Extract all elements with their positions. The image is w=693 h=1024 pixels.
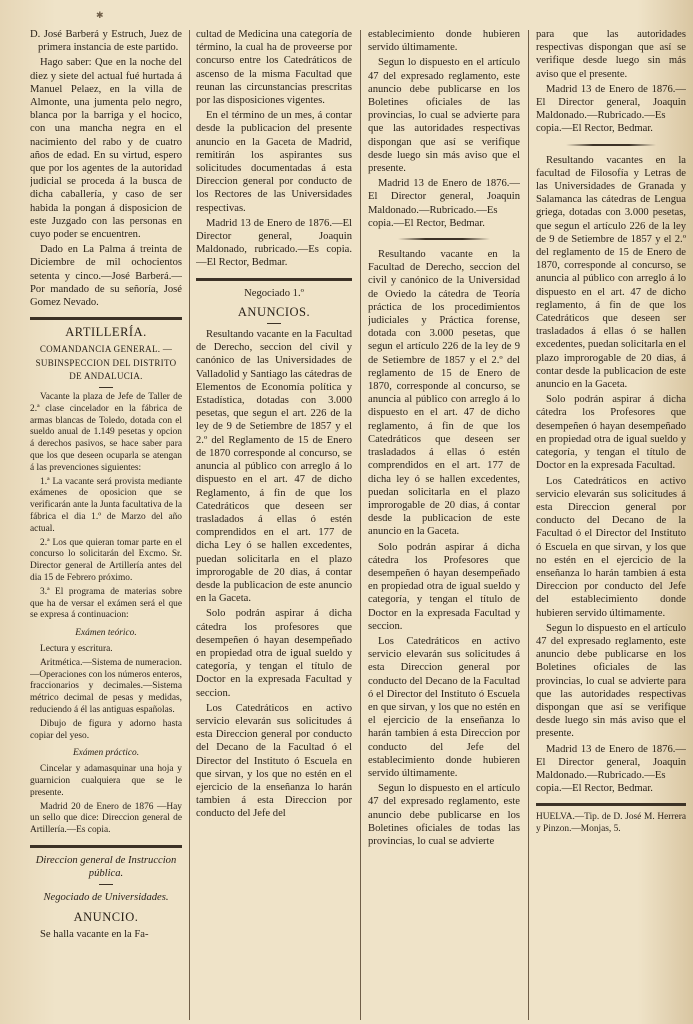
derecho-submission: Los Catedráticos en activo servicio elevarán sus solicitudes á esta Direccion general por conducto del Decano de la Facultad ó el Director del Instituto ó Escuela en que sirvan, y los que no estén en el ejercicio de la enseñanza lo harán tambien á esta Direccion por conducto del Jefe del xyxy=(196,702,352,820)
column-rule xyxy=(189,30,190,1020)
griega-vacancy: Resultando vacantes en la facultad de Filosofía y Letras de las Universidades de Granada y Salamanca las cátedras de Lengua griega, dotadas con 3.000 pesetas, que segun el artículo 226 de la ley de 9 de Setiembre de 1857 y el 2.º del reglamento de 15 de Enero de 1870, corresponde al concurso, se anuncia al público con arreglo á lo dispuesto en el art. 47 de dicho reglamento, á fin de que los Catedráticos que deseen ser trasladados á ellas ó se hallen excedentes, puedan solicitarla en el plazo improrogable de 20 dias, á contar desde la publicacion de este anuncio en la Gaceta. xyxy=(536,154,686,391)
anuncio-start: Se halla vacante en la Fa- xyxy=(40,928,149,940)
divider-dash xyxy=(99,884,113,885)
griega-signature: Madrid 13 de Enero de 1876.—El Director general, Joaquin Maldonado.—Rubricado.—Es copia.—El Rector, Bedmar. xyxy=(536,743,686,795)
anuncio-heading: ANUNCIO. xyxy=(73,909,139,924)
griega-requirements: Solo podrán aspirar á dicha cátedra los Profesores que desempeñen ó hayan desempeñado en propiedad otra de igual sueldo y categoría, y tengan el título de Doctor en la expresada Facultad. xyxy=(536,394,686,472)
oviedo-vacancy: Resultando vacante en la Facultad de Derecho, seccion del civil y canónico de la Universidad de Oviedo la cátedra de Teoría práctica de los procedimientos judiciales y Práctica forense, dotada con 3.000 pesetas, que segun el artículo 226 de la ley de 9 de Setiembre de 1857 y el 2.º del reglamento de 15 de Enero de 1870, corresponde al concurso, se anuncia al público con arreglo á lo dispuesto en el art. 47 de dicho reglamento, á fin de que los Catedráticos que deseen ser trasladados á ellas ó estén comprendidos en el art. 177 de dicha ley ó se hallen excedentes, puedan solicitarla en el plazo improrogable de 20 dias, á contar desde la publicacion de este anuncio en la Gaceta. xyxy=(368,249,520,538)
exam-item: Aritmética.—Sistema de numeracion.—Operaciones con los números enteros, fraccionarios y decimales.—Sistema métrico decimal de pesas y medidas, reduciendo á él las antiguas españolas. xyxy=(30,657,182,715)
exam-item: Cincelar y adamasquinar una hoja y guarnicion cualquiera que se le presente. xyxy=(30,764,182,798)
judge-notice-heading: D. José Barberá y Estruch, Juez de primera instancia de este partido. xyxy=(30,29,182,54)
judge-notice-signature: Dado en La Palma á treinta de Diciembre de mil ochocientos setenta y cinco.—José Barberá.—Por mandado de su señoría, José Gomez Nevado. xyxy=(30,244,182,309)
exam-theory-heading: Exámen teórico. xyxy=(75,628,137,639)
section-heading-artilleria: ARTILLERÍA. xyxy=(65,325,147,340)
divider-dash xyxy=(267,323,281,324)
negociado-1-heading: Negociado 1.º xyxy=(244,287,304,299)
medicina-instructions: En el término de un mes, á contar desde la publicacion del presente anuncio en la Gaceta de Madrid, remitirán los aspirantes sus solicitudes documentadas á esta Direccion general por conducto de los Rectores de las Universidades respectivas. xyxy=(196,110,352,214)
column-1 xyxy=(30,28,182,1024)
column-3 xyxy=(368,28,520,1024)
column-2 xyxy=(196,28,352,1024)
col3-continuation: establecimiento donde hubieren servido últimamente. xyxy=(368,29,520,54)
vacancy-rule-2: 2.ª Los que quieran tomar parte en el concurso lo solicitarán del Excmo. Sr. Director general de Artillería antes del dia 15 de Febrero próximo. xyxy=(30,537,182,584)
section-ornament xyxy=(566,144,656,146)
col3-signature: Madrid 13 de Enero de 1876.—El Director general, Joaquin Maldonado.—Rubricado.—Es copia.—El Rector, Bedmar. xyxy=(368,178,520,229)
section-divider xyxy=(30,845,182,848)
medicina-continuation: cultad de Medicina una categoría de término, la cual ha de proveerse por concurso entre los Catedráticos de ascenso de la misma Facultad que reunan las circunstancias prescritas por las disposiciones vigentes. xyxy=(196,29,352,107)
oviedo-publication-note: Segun lo dispuesto en el artículo 47 del expresado reglamento, este anuncio debe publicarse en los Boletines oficiales de todas las provincias, lo cual se advierte xyxy=(368,783,520,847)
exam-item: Lectura y escritura. xyxy=(40,644,113,655)
column-rule xyxy=(528,30,529,1020)
direccion-heading: Direccion general de Instruccion pública. xyxy=(35,854,177,880)
col3-publication-note: Segun lo dispuesto en el artículo 47 del expresado reglamento, este anuncio debe publicarse en los Boletines oficiales de las provincias, lo cual se advierte para que las autoridades respectivas dispongan que así se verifique desde luego sin más aviso que el presente. xyxy=(368,57,520,175)
judge-notice-body: Hago saber: Que en la noche del diez y siete del actual fué hurtada á Manuel Pelaez, en la villa de Almonte, una jumenta pelo negro, blanca por la barriga y el hocico, con una mancha negra en el nacimiento del rabo y de cuatro años de edad. En su virtud, espero que por los agentes de la autoridad judicial se proceda á la busca de dicha caballería, y caso de ser habida la pongan á disposicion de este Juzgado con las personas en cuyo poder se encuentren. xyxy=(30,57,182,241)
vacancy-rule-1: 1.ª La vacante será provista mediante exámenes de oposicion que se verificarán ante la Junta facultativa de la fábrica el dia 1.º de Marzo del año actual. xyxy=(30,476,182,534)
section-divider xyxy=(30,317,182,320)
divider-dash xyxy=(99,387,113,388)
vacancy-intro: Vacante la plaza de Jefe de Taller de 2.ª clase cincelador en la fábrica de armas blancas de Toledo, dotada con el sueldo anual de 1.149 pesetas y opcion á derechos pasivos, se hace saber para que los que deseen ocuparla se atengan á las prevenciones siguientes: xyxy=(30,392,182,473)
artilleria-subheading: COMANDANCIA GENERAL. —SUBINSPECCION DEL DISTRITO DE ANDALUCIA. xyxy=(35,344,177,381)
anuncios-heading: ANUNCIOS. xyxy=(237,304,311,319)
negociado-heading: Negociado de Universidades. xyxy=(43,892,169,904)
oviedo-requirements: Solo podrán aspirar á dicha cátedra los Profesores que desempeñen ó hayan desempeñado en propiedad otra de igual sueldo y categoría, y tengan el título de Doctor en la expresada Facultad y seccion. xyxy=(368,541,520,632)
column-4 xyxy=(536,28,686,1024)
artilleria-signature: Madrid 20 de Enero de 1876 —Hay un sello que dice: Direccion general de Artillería.—Es copia. xyxy=(30,801,182,836)
medicina-signature: Madrid 13 de Enero de 1876.—El Director general, Joaquin Maldonado, rubricado.—Es copia.—El Rector, Bedmar. xyxy=(196,217,352,269)
column-rule xyxy=(360,30,361,1020)
section-divider xyxy=(536,803,686,806)
oviedo-submission: Los Catedráticos en activo servicio elevarán sus solicitudes á esta Direccion general por conducto del Decano de la Facultad ó el Director del Instituto ó Escuela en que sirvan, y los que no estén en el ejercicio de la enseñanza lo harán tambien á esta Direccion por conducto del Jefe del establecimiento donde hubieren servido últimamente. xyxy=(368,635,520,779)
col4-continuation: para que las autoridades respectivas dispongan que así se verifique desde luego sin más aviso que el presente. xyxy=(536,29,686,80)
section-ornament xyxy=(398,238,489,240)
printer-imprint: HUELVA.—Tip. de D. José M. Herrera y Pinzon.—Monjas, 5. xyxy=(536,812,686,835)
section-divider xyxy=(196,278,352,281)
griega-publication-note: Segun lo dispuesto en el artículo 47 del expresado reglamento, este anuncio debe publicarse en los Boletines oficiales de las provincias, lo cual se advierte para que las autoridades respectivas dispongan que así se verifique desde luego sin más aviso que el presente. xyxy=(536,622,686,740)
derecho-vacancy: Resultando vacante en la Facultad de Derecho, seccion del civil y canónico de las Universidades de Valladolid y Santiago las cátedras de Elementos de Economía política y Estadística, dotadas con 3.000 pesetas, que segun el art. 226 de la ley de 9 de Setiembre de 1857 y el 2.º del Reglamento de 15 de Enero de 1870 corresponde al concurso, se anuncia al público con arreglo á lo dispuesto en el art. 47 de dicho Reglamento, á fin de que los Catedráticos que deseen ser trasladados á ellas ó estén comprendidos en el art. 177 de dicha Ley ó se hallen excedentes, puedan solicitarla en el plazo improrogable de 20 dias, á contar desde la publicacion de este anuncio en la Gaceta. xyxy=(196,329,352,605)
derecho-requirements: Solo podrán aspirar á dicha cátedra los profesores que desempeñen ó hayan desempeñado en propiedad otra de igual sueldo y categoría, y tengan el título de Doctor en la expresada Facultad y seccion. xyxy=(196,608,352,699)
ornament-mark: ✱ xyxy=(96,10,104,20)
col4-signature: Madrid 13 de Enero de 1876.—El Director general, Joaquin Maldonado.—Rubricado.—Es copia.—El Rector, Bedmar. xyxy=(536,83,686,135)
griega-submission: Los Catedráticos en activo servicio elevarán sus solicitudes á esta Direccion general por conducto del Decano de la Facultad ó el Director del Instituto ó Escuela en que sirvan, y los que no estén en el ejercicio de la enseñanza lo harán tambien á esta Direccion por conducto del Jefe del establecimiento donde hubieren servido últimamente. xyxy=(536,475,686,619)
exam-item: Dibujo de figura y adorno hasta copiar del yeso. xyxy=(30,718,182,741)
exam-practice-heading: Exámen práctico. xyxy=(72,748,140,759)
vacancy-rule-3: 3.ª El programa de materias sobre que ha de versar el exámen será el que se expresa á continuacion: xyxy=(30,586,182,621)
